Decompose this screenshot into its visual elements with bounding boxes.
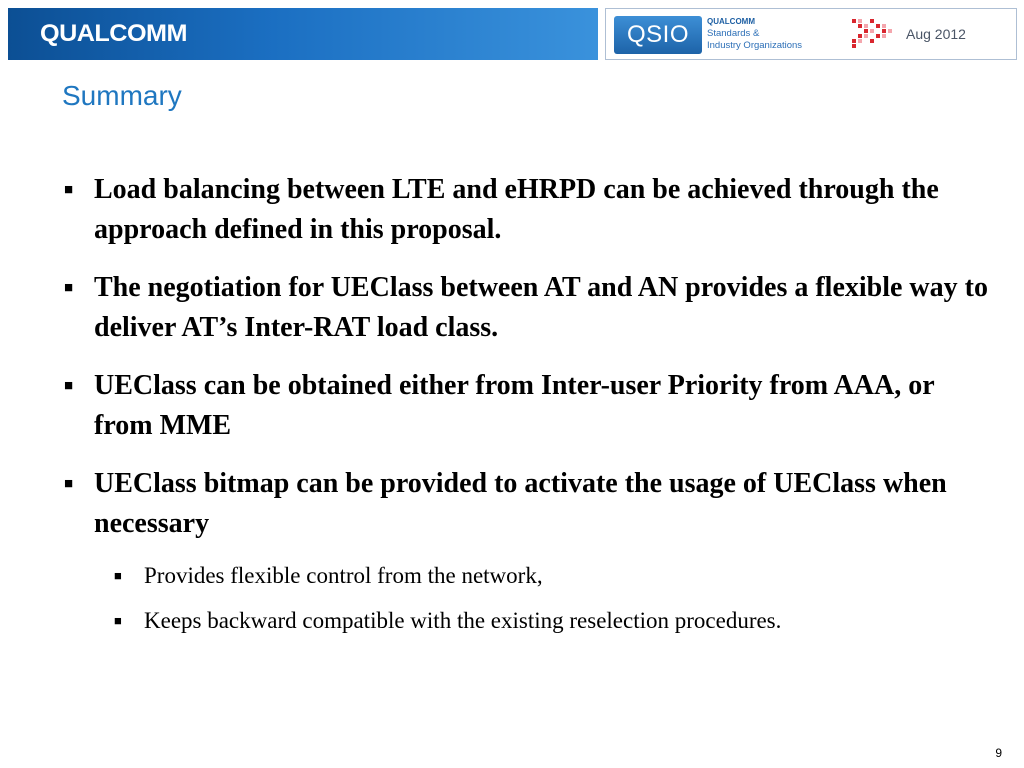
bullet-item <box>62 366 992 446</box>
bullet-text: The negotiation for UEClass between AT and AN provides a flexible way to deliver AT’s Inter-RAT load class. <box>94 272 988 343</box>
bullet-list <box>62 170 992 562</box>
bullet-text: Load balancing between LTE and eHRPD can be achieved through the approach defined in this proposal. <box>94 174 939 245</box>
bullet-text: UEClass can be obtained either from Inter-user Priority from AAA, or from MME <box>94 370 935 441</box>
bullet-item <box>62 464 992 544</box>
qsio-line-2: Industry Organizations <box>707 40 803 51</box>
qsio-badge: QSIO <box>614 16 702 54</box>
sub-bullet-list <box>114 560 994 650</box>
sub-bullet-square-icon: ■ <box>114 568 122 583</box>
qsio-text <box>707 16 802 52</box>
slide-title: Summary <box>62 80 182 111</box>
bullet-square-icon: ■ <box>64 280 74 296</box>
bullet-square-icon: ■ <box>64 476 74 492</box>
bullet-text: UEClass bitmap can be provided to activate the usage of UEClass when necessary <box>94 468 947 539</box>
sub-bullet-item <box>114 605 994 637</box>
qsio-brand: QUALCOMM <box>707 17 755 26</box>
page-number: 9 <box>995 746 1002 760</box>
sub-bullet-square-icon: ■ <box>114 613 122 628</box>
bullet-square-icon: ■ <box>64 182 74 198</box>
bullet-item <box>62 170 992 250</box>
qsio-line-1: Standards & <box>707 28 760 39</box>
qualcomm-logo: QUALCOMM <box>40 20 187 47</box>
dotted-chevron-icon <box>850 17 896 51</box>
bullet-square-icon: ■ <box>64 378 74 394</box>
slide-date: Aug 2012 <box>906 26 966 42</box>
sub-bullet-text: Provides flexible control from the network, <box>144 563 543 588</box>
bullet-item <box>62 268 992 348</box>
sub-bullet-item <box>114 560 994 592</box>
header-band <box>8 8 598 60</box>
sub-bullet-text: Keeps backward compatible with the existing reselection procedures. <box>144 608 782 633</box>
qsio-banner <box>605 8 1017 60</box>
